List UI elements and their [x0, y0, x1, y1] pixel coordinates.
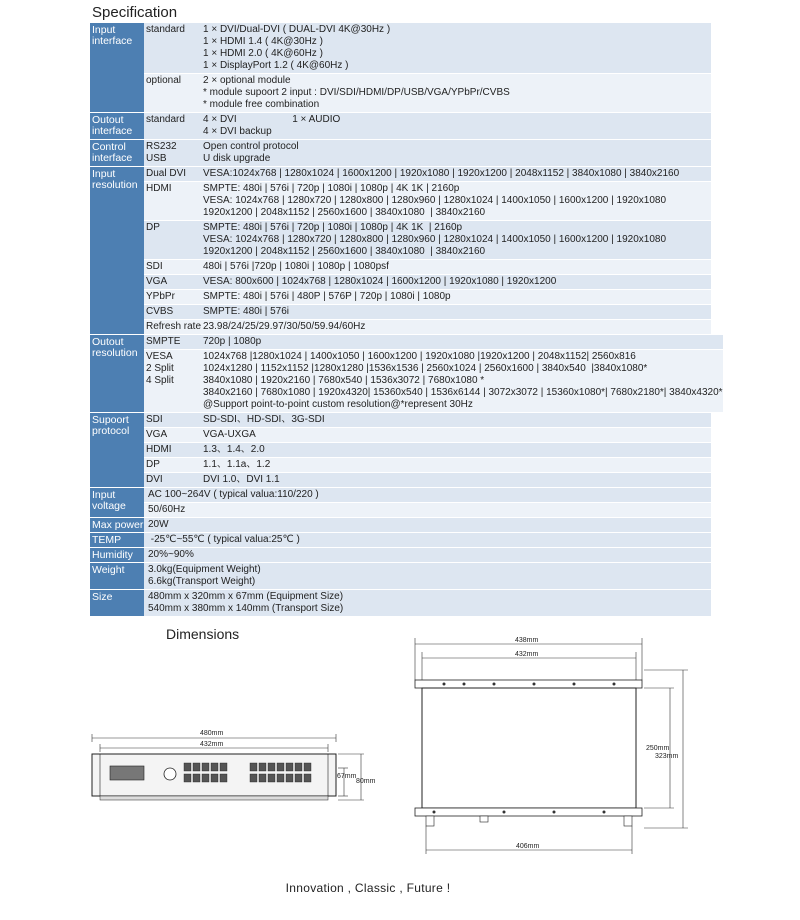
- screw-dot: [443, 683, 446, 686]
- spec-value: 20W: [148, 519, 169, 530]
- spec-value: VESA: 1024x768 | 1280x720 | 1280x800 | 1280x960 | 1280x1024 | 1400x1050 | 1600x1200 | 1920x1080: [203, 195, 667, 206]
- spec-value: 1.3、1.4、2.0: [203, 444, 265, 455]
- spec-sub-label: HDMI: [146, 444, 172, 455]
- screw-dot: [503, 811, 506, 814]
- front-panel-key: [211, 774, 218, 782]
- spec-row: [144, 167, 711, 181]
- front-panel-key: [286, 763, 293, 771]
- spec-row-label: [144, 320, 203, 334]
- spec-row-label: [144, 140, 203, 166]
- spec-value: 4 × DVI 1 × AUDIO: [203, 114, 341, 125]
- spec-row: [144, 349, 723, 412]
- spec-row: [144, 457, 711, 472]
- spec-value: U disk upgrade: [203, 153, 271, 164]
- front-panel-key: [259, 763, 266, 771]
- spec-row: [144, 502, 711, 517]
- spec-sub-label: USB: [146, 153, 167, 164]
- spec-group: [90, 487, 711, 517]
- front-panel-key: [286, 774, 293, 782]
- spec-row-values: [146, 548, 711, 562]
- spec-row-label: [144, 290, 203, 304]
- top-width-outer: 438mm: [515, 637, 539, 644]
- screw-dot: [463, 683, 466, 686]
- front-panel-key: [304, 763, 311, 771]
- spec-row: [144, 427, 711, 442]
- spec-value: 540mm x 380mm x 140mm (Transport Size): [148, 603, 344, 614]
- spec-row-values: [203, 167, 711, 181]
- spec-row-values: [203, 413, 711, 427]
- spec-row-values: [203, 182, 711, 220]
- spec-row-values: [203, 221, 711, 259]
- spec-group: [90, 589, 711, 616]
- spec-row-label: [144, 350, 203, 412]
- spec-group: [90, 166, 711, 334]
- spec-group: [90, 334, 723, 412]
- spec-row: [144, 23, 711, 73]
- spec-row-label: [144, 413, 203, 427]
- spec-title: Specification: [92, 4, 178, 21]
- spec-sub-label: 2 Split: [146, 363, 174, 374]
- spec-value: SMPTE: 480i | 576i: [203, 306, 289, 317]
- spec-row-label: [144, 182, 203, 220]
- spec-row: [144, 181, 711, 220]
- front-panel-key: [277, 774, 284, 782]
- spec-value: @Support point-to-point custom resolution@*represent 30Hz: [203, 399, 473, 410]
- spec-value: 1 × HDMI 1.4 ( 4K@30Hz ): [203, 36, 323, 47]
- spec-row-values: [203, 458, 711, 472]
- spec-row-label: [144, 473, 203, 487]
- spec-row-values: [203, 335, 723, 349]
- spec-row-label: [144, 458, 203, 472]
- screw-dot: [573, 683, 576, 686]
- spec-row-label: [144, 167, 203, 181]
- spec-row: [144, 335, 723, 349]
- spec-value: 1 × DisplayPort 1.2 ( 4K@60Hz ): [203, 60, 349, 71]
- spec-row-values: [203, 473, 711, 487]
- spec-group: [90, 532, 711, 547]
- front-panel-key: [250, 774, 257, 782]
- spec-group-label: Input voltage: [90, 488, 144, 517]
- spec-row: [144, 533, 711, 547]
- spec-row-values: [203, 275, 711, 289]
- front-panel-key: [184, 763, 191, 771]
- spec-value: * module supoort 2 input : DVI/SDI/HDMI/DP/USB/VGA/YPbPr/CVBS: [203, 87, 510, 98]
- spec-group-label: Outout interface: [90, 113, 144, 139]
- spec-sub-label: DP: [146, 222, 160, 233]
- spec-row-values: [146, 518, 711, 532]
- spec-row-values: [146, 590, 711, 616]
- front-panel-key: [304, 774, 311, 782]
- spec-group-label: Outout resolution: [90, 335, 144, 412]
- spec-value: VESA:1024x768 | 1280x1024 | 1600x1200 | 1920x1080 | 1920x1200 | 2048x1152 | 3840x1080 | 3840x2160: [203, 168, 680, 179]
- spec-value: VESA: 1024x768 | 1280x720 | 1280x800 | 1280x960 | 1280x1024 | 1400x1050 | 1600x1200 | 1920x1080: [203, 234, 667, 245]
- spec-row: [144, 488, 711, 502]
- spec-row-values: [203, 260, 711, 274]
- spec-row-values: [203, 320, 711, 334]
- spec-value: 480mm x 320mm x 67mm (Equipment Size): [148, 591, 344, 602]
- front-panel-key: [202, 763, 209, 771]
- top-height-inner: 250mm: [646, 745, 670, 752]
- spec-value: 480i | 576i |720p | 1080i | 1080p | 1080psf: [203, 261, 389, 272]
- screw-dot: [533, 683, 536, 686]
- spec-row-label: [144, 428, 203, 442]
- spec-row-label: [144, 260, 203, 274]
- spec-sub-label: optional: [146, 75, 182, 86]
- spec-group-label: Weight: [90, 563, 144, 589]
- spec-group-label: Input interface: [90, 23, 144, 112]
- front-panel-key: [295, 763, 302, 771]
- front-panel-key: [277, 763, 284, 771]
- spec-value: 1 × HDMI 2.0 ( 4K@60Hz ): [203, 48, 323, 59]
- screw-dot: [603, 811, 606, 814]
- top-view-drawing: [404, 632, 694, 858]
- spec-row-label: [144, 23, 203, 73]
- top-height-outer: 323mm: [655, 753, 679, 760]
- spec-value: VESA: 800x600 | 1024x768 | 1280x1024 | 1600x1200 | 1920x1080 | 1920x1200: [203, 276, 557, 287]
- spec-row-values: [146, 503, 711, 517]
- spec-group: [90, 22, 711, 112]
- spec-value: 3.0kg(Equipment Weight): [148, 564, 261, 575]
- spec-row-values: [203, 23, 711, 73]
- spec-row-values: [146, 533, 711, 547]
- top-width-inner: 432mm: [515, 651, 539, 658]
- front-panel-key: [220, 763, 227, 771]
- spec-sub-label: SMPTE: [146, 336, 181, 347]
- spec-row-values: [203, 428, 711, 442]
- spec-sub-label: SDI: [146, 261, 163, 272]
- front-panel-key: [268, 774, 275, 782]
- spec-value: 23.98/24/25/29.97/30/50/59.94/60Hz: [203, 321, 366, 332]
- spec-value: 1920x1200 | 2048x1152 | 2560x1600 | 3840x1080 | 3840x2160: [203, 246, 486, 257]
- front-panel-key: [184, 774, 191, 782]
- spec-row: [144, 113, 711, 139]
- spec-value: 4 × DVI backup: [203, 126, 272, 137]
- top-width-bottom: 406mm: [516, 843, 540, 850]
- spec-row: [144, 518, 711, 532]
- front-width-inner: 432mm: [200, 741, 224, 748]
- dimensions-title: Dimensions: [166, 626, 240, 642]
- spec-row: [144, 274, 711, 289]
- spec-value: * module free combination: [203, 99, 320, 110]
- spec-row: [144, 563, 711, 589]
- front-height-outer: 80mm: [356, 778, 376, 785]
- spec-row-values: [146, 488, 711, 502]
- spec-row: [144, 73, 711, 112]
- spec-group: [90, 562, 711, 589]
- spec-sub-label: standard: [146, 114, 185, 125]
- spec-row-label: [144, 74, 203, 112]
- spec-group: [90, 412, 711, 487]
- screw-dot: [433, 811, 436, 814]
- spec-value: Open control protocol: [203, 141, 299, 152]
- spec-row: [144, 259, 711, 274]
- spec-row-values: [203, 74, 711, 112]
- screw-dot: [493, 683, 496, 686]
- front-panel-key: [211, 763, 218, 771]
- front-panel-key: [250, 763, 257, 771]
- spec-row: [144, 548, 711, 562]
- spec-row: [144, 289, 711, 304]
- spec-row-label: [144, 305, 203, 319]
- spec-value: 20%~90%: [148, 549, 194, 560]
- spec-sub-label: Refresh rate: [146, 321, 202, 332]
- screw-dot: [553, 811, 556, 814]
- front-view-drawing: [86, 718, 376, 810]
- spec-row-values: [203, 140, 711, 166]
- spec-value: 3840x2160 | 7680x1080 | 1920x4320| 15360x540 | 1536x6144 | 3072x3072 | 15360x1080*| 7680x2180*| 3840x4320*: [203, 387, 723, 398]
- spec-value: 1 × DVI/Dual-DVI ( DUAL-DVI 4K@30Hz ): [203, 24, 391, 35]
- spec-row: [144, 472, 711, 487]
- spec-group-label: Control interface: [90, 140, 144, 166]
- spec-sub-label: VGA: [146, 429, 168, 440]
- spec-value: 1.1、1.1a、1.2: [203, 459, 271, 470]
- spec-row-values: [203, 113, 711, 139]
- spec-group-label: Humidity: [90, 548, 144, 562]
- spec-row-label: [144, 443, 203, 457]
- front-panel-key: [220, 774, 227, 782]
- spec-sub-label: YPbPr: [146, 291, 175, 302]
- spec-row-values: [203, 290, 711, 304]
- spec-row: [144, 140, 711, 166]
- front-panel-key: [295, 774, 302, 782]
- screw-dot: [613, 683, 616, 686]
- spec-group-label: Max power: [92, 519, 144, 531]
- spec-row: [144, 413, 711, 427]
- spec-row-values: [203, 350, 723, 412]
- spec-group-label: Input resolution: [90, 167, 144, 334]
- spec-value: SMPTE: 480i | 576i | 720p | 1080i | 1080p | 4K 1K | 2160p: [203, 183, 460, 194]
- spec-sub-label: DVI: [146, 474, 163, 485]
- spec-row-values: [146, 563, 711, 589]
- spec-row-label: [144, 275, 203, 289]
- spec-value: SMPTE: 480i | 576i | 480P | 576P | 720p | 1080i | 1080p: [203, 291, 451, 302]
- spec-group-label: TEMP: [90, 533, 144, 547]
- spec-sub-label: RS232: [146, 141, 177, 152]
- spec-row: [144, 319, 711, 334]
- spec-group-label: Size: [90, 590, 144, 616]
- spec-value: -25℃~55℃ ( typical valua:25℃ ): [148, 534, 300, 545]
- spec-group: [90, 112, 711, 139]
- footer-tagline: Innovation , Classic , Future !: [285, 881, 451, 895]
- spec-row: [144, 220, 711, 259]
- spec-sub-label: VGA: [146, 276, 168, 287]
- front-panel-key: [268, 763, 275, 771]
- spec-table: [90, 22, 723, 616]
- spec-value: 1024x1280 | 1152x1152 |1280x1280 |1536x1536 | 2560x1024 | 2560x1600 | 3840x540 |3840x1080*: [203, 363, 648, 374]
- front-panel-key: [202, 774, 209, 782]
- spec-group: [90, 139, 711, 166]
- spec-value: SMPTE: 480i | 576i | 720p | 1080i | 1080p | 4K 1K | 2160p: [203, 222, 463, 233]
- spec-sub-label: HDMI: [146, 183, 172, 194]
- spec-row-label: [144, 221, 203, 259]
- spec-value: 1024x768 |1280x1024 | 1400x1050 | 1600x1200 | 1920x1080 |1920x1200 | 2048x1152| 2560x816: [203, 351, 636, 362]
- front-height-inner: 67mm: [337, 773, 357, 780]
- front-panel-key: [259, 774, 266, 782]
- spec-group: [90, 517, 711, 532]
- spec-value: 2 × optional module: [203, 75, 291, 86]
- spec-value: 1920x1200 | 2048x1152 | 2560x1600 | 3840x1080 | 3840x2160: [203, 207, 486, 218]
- spec-group: [90, 547, 711, 562]
- spec-value: 3840x1080 | 1920x2160 | 7680x540 | 1536x3072 | 7680x1080 *: [203, 375, 485, 386]
- spec-sub-label: DP: [146, 459, 160, 470]
- spec-value: DVI 1.0、DVI 1.1: [203, 474, 280, 485]
- front-panel-key: [193, 774, 200, 782]
- spec-value: SD-SDI、HD-SDI、3G-SDI: [203, 414, 325, 425]
- front-width-outer: 480mm: [200, 730, 224, 737]
- spec-row: [144, 304, 711, 319]
- spec-row-label: [144, 335, 203, 349]
- spec-row-label: [144, 113, 203, 139]
- spec-row: [144, 590, 711, 616]
- spec-value: AC 100~264V ( typical valua:110/220 ): [148, 489, 319, 500]
- spec-value: 50/60Hz: [148, 504, 186, 515]
- front-panel-key: [193, 763, 200, 771]
- spec-sub-label: Dual DVI: [146, 168, 187, 179]
- spec-value: VGA-UXGA: [203, 429, 256, 440]
- spec-value: 720p | 1080p: [203, 336, 262, 347]
- spec-row-values: [203, 443, 711, 457]
- spec-sub-label: SDI: [146, 414, 163, 425]
- spec-row: [144, 442, 711, 457]
- spec-value: 6.6kg(Transport Weight): [148, 576, 256, 587]
- spec-sub-label: standard: [146, 24, 185, 35]
- spec-sub-label: CVBS: [146, 306, 174, 317]
- spec-row-values: [203, 305, 711, 319]
- spec-sub-label: VESA: [146, 351, 173, 362]
- spec-group-label: Supoort protocol: [90, 413, 144, 487]
- spec-sub-label: 4 Split: [146, 375, 174, 386]
